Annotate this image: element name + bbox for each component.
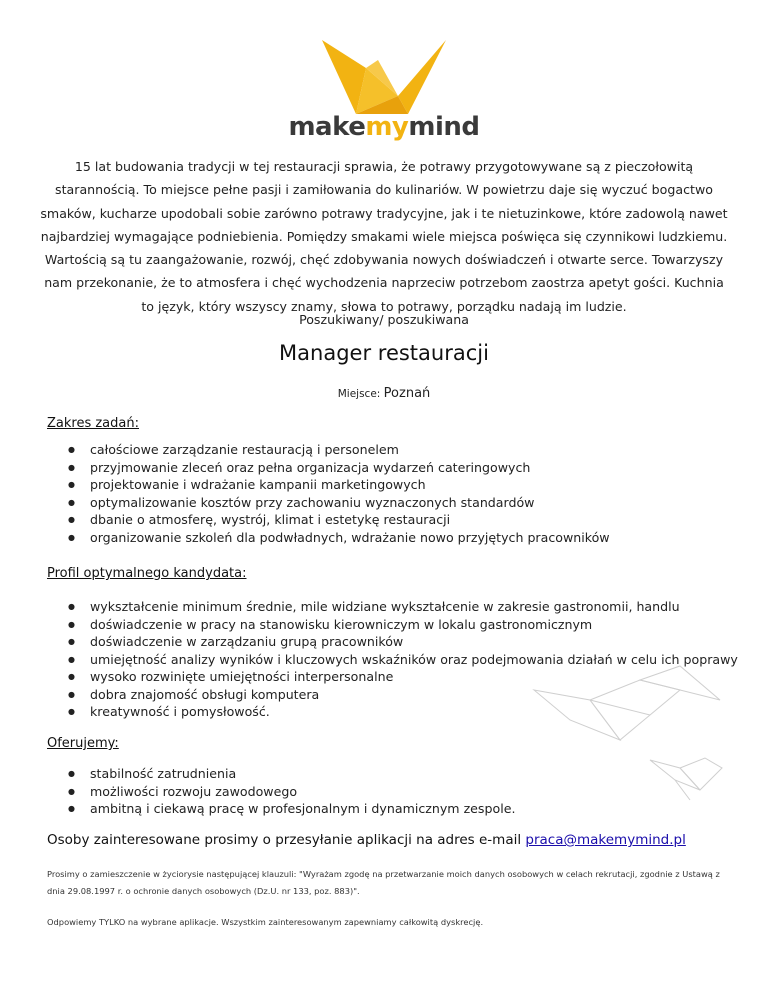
list-item: ● optymalizowanie kosztów przy zachowaniu wyznaczonych standardów (47, 494, 610, 512)
list-item: ● doświadczenie w pracy na stanowisku kierowniczym w lokalu gastronomicznym (47, 616, 738, 634)
list-item: ● wysoko rozwinięte umiejętności interpersonalne (47, 668, 738, 686)
tasks-heading: Zakres zadań: (47, 416, 139, 431)
offer-heading: Oferujemy: (47, 736, 119, 751)
origami-birds-icon (530, 660, 730, 810)
intro-paragraph: 15 lat budowania tradycji w tej restauracji sprawia, że potrawy przygotowywane są z pieczołowitą starannością. To miejsce pełne pasji i zamiłowania do kulinariów. W powietrzu daje się wyczuć bogactwo smaków, kucharze upodobali sobie zarówno potrawy tradycyjne, jak i te nietuzinkowe, które zadowolą nawet najbardziej wymagające podniebienia. Pomiędzy smakami wiele miejsca poświęca się czynnikowi ludzkiemu. Wartością są tu zaangażowanie, rozwój, chęć zdobywania nowych doświadczeń i otwarte serce. Towarzyszy nam przekonanie, że to atmosfera i chęć wychodzenia naprzeciw potrzebom zaostrza apetyt gości. Kuchnia to język, który wszyscy znamy, słowa to potrawy, porządku nadają im ludzie. (40, 159, 728, 314)
list-item: ● wykształcenie minimum średnie, mile widziane wykształcenie w zakresie gastronomii, handlu (47, 598, 738, 616)
list-item: ● stabilność zatrudnienia (47, 765, 515, 783)
place-line (0, 386, 768, 401)
gdpr-clause: Prosimy o zamieszczenie w życiorysie następującej klauzuli: "Wyrażam zgodę na przetwarzanie moich danych osobowych w celach rekrutacji, zgodnie z Ustawą z dnia 29.08.1997 r. o ochronie danych osobowych (Dz.U. nr 133, poz. 883)". (47, 869, 720, 896)
tasks-list (47, 441, 610, 546)
brand-part-make: make (288, 112, 366, 142)
apply-line (47, 832, 686, 848)
email-link[interactable]: praca@makemymind.pl (525, 832, 686, 848)
notice: Odpowiemy TYLKO na wybrane aplikacje. Wszystkim zainteresowanym zapewniamy całkowitą dyskrecję. (47, 917, 484, 927)
list-item: ● przyjmowanie zleceń oraz pełna organizacja wydarzeń cateringowych (47, 459, 610, 477)
brand-part-my: my (365, 112, 409, 142)
list-item: ● doświadczenie w zarządzaniu grupą pracowników (47, 633, 738, 651)
list-item: ● całościowe zarządzanie restauracją i personelem (47, 441, 610, 459)
offer-list (47, 765, 515, 818)
brand-part-mind: mind (408, 112, 480, 142)
list-item: ● organizowanie szkoleń dla podwładnych, wdrażanie nowo przyjętych pracowników (47, 529, 610, 547)
brand-wordmark (0, 112, 768, 142)
wanted-label: Poszukiwany/ poszukiwana (299, 312, 469, 327)
list-item: ● kreatywność i pomysłowość. (47, 703, 738, 721)
job-title: Manager restauracji (279, 341, 489, 365)
list-item: ● dobra znajomość obsługi komputera (47, 686, 738, 704)
list-item: ● projektowanie i wdrażanie kampanii marketingowych (47, 476, 610, 494)
profile-heading: Profil optymalnego kandydata: (47, 566, 247, 581)
list-item: ● dbanie o atmosferę, wystrój, klimat i estetykę restauracji (47, 511, 610, 529)
origami-crown-logo-icon (316, 38, 452, 116)
place-value: Poznań (383, 386, 431, 401)
apply-text: Osoby zainteresowane prosimy o przesyłanie aplikacji na adres e-mail (47, 832, 526, 848)
place-label: Miejsce: (337, 388, 381, 400)
logo (0, 38, 768, 116)
list-item: ● ambitną i ciekawą pracę w profesjonalnym i dynamicznym zespole. (47, 800, 515, 818)
list-item: ● umiejętność analizy wyników i kluczowych wskaźników oraz podejmowania działań w celu ich poprawy (47, 651, 738, 669)
list-item: ● możliwości rozwoju zawodowego (47, 783, 515, 801)
